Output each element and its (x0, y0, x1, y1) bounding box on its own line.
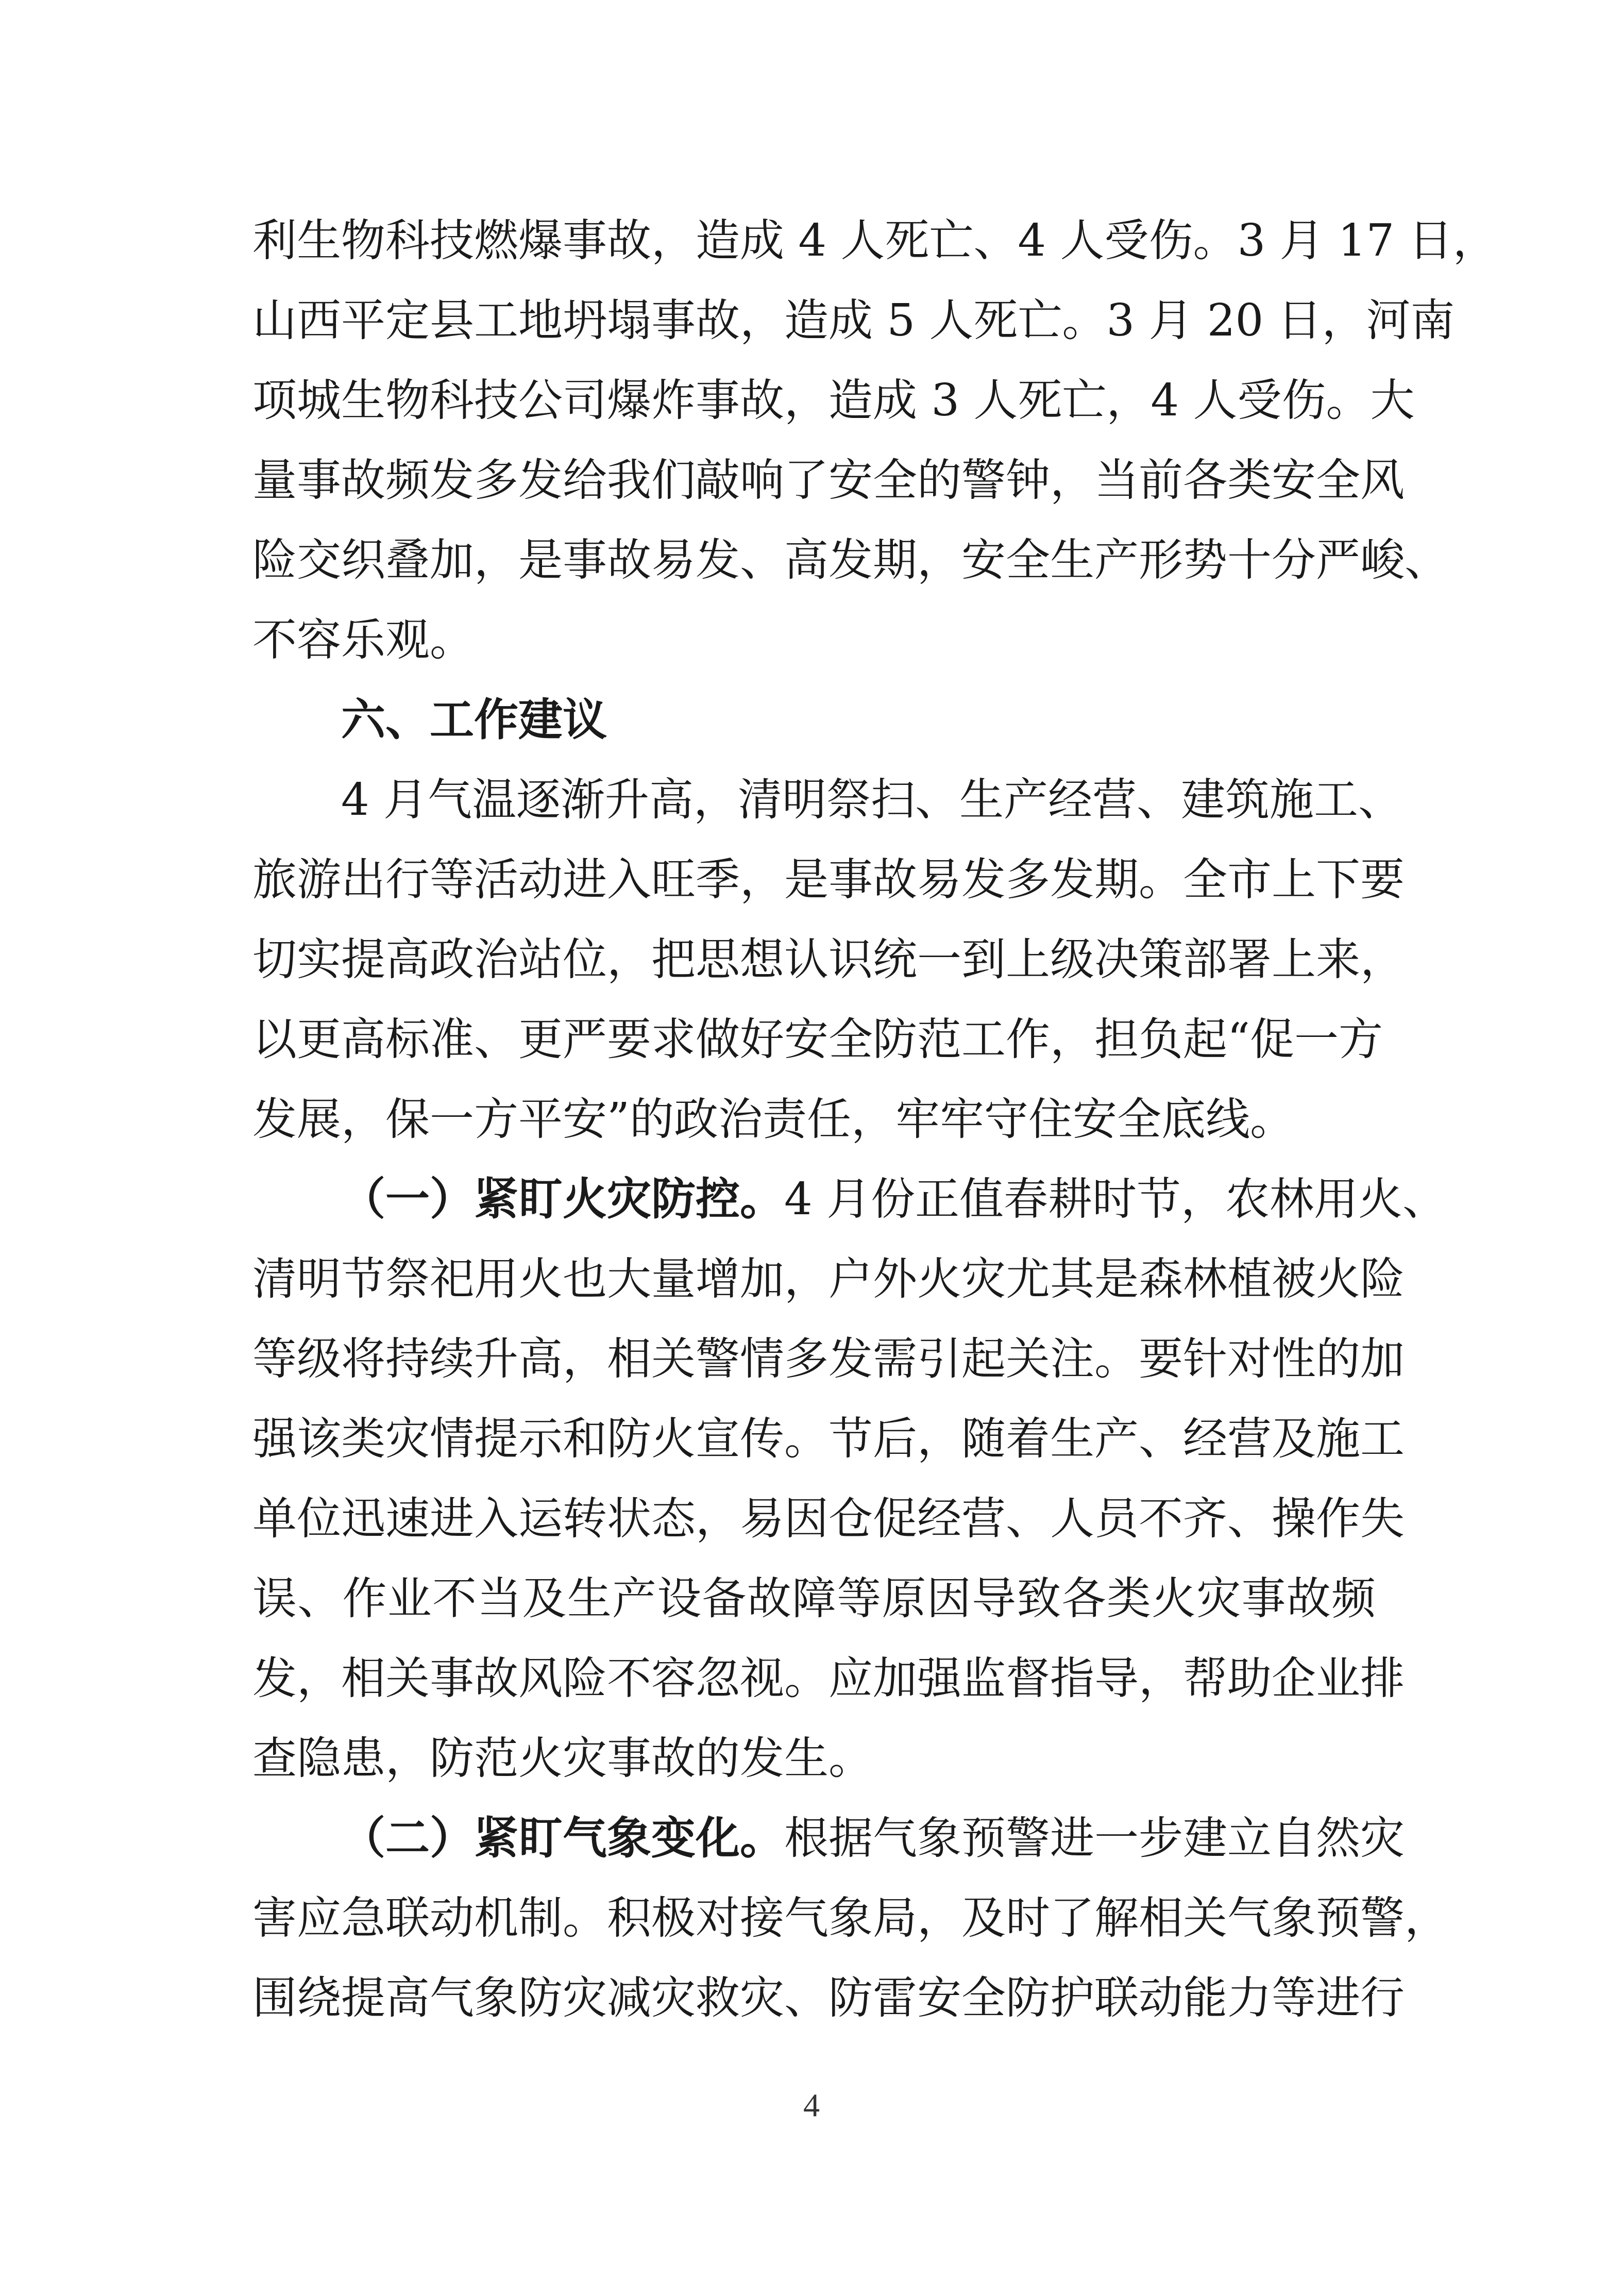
text-line: 量事故频发多发给我们敲响了安全的警钟，当前各类安全风 (252, 455, 1405, 506)
text-line: 4 月气温逐渐升高，清明祭扫、生产经营、建筑施工、 (341, 774, 1403, 826)
text-line: 旅游出行等活动进入旺季，是事故易发多发期。全市上下要 (252, 854, 1405, 906)
text-line: 切实提高政治站位，把思想认识统一到上级决策部署上来， (252, 934, 1405, 985)
paragraph-fire-prevention (252, 1160, 1447, 1799)
text-fragment: 4 月份正值春耕时节，农林用火、 (784, 1174, 1447, 1225)
text-line (252, 1799, 1405, 1879)
text-line (252, 1160, 1447, 1239)
text-line: 害应急联动机制。积极对接气象局，及时了解相关气象预警， (252, 1892, 1449, 1944)
section-heading: 六、工作建议 (341, 694, 607, 746)
text-line: 发展，保一方平安”的政治责任，牢牢守住安全底线。 (252, 1094, 1294, 1145)
paragraph-work-suggestion (252, 760, 1405, 1160)
paragraph-weather-monitoring (252, 1799, 1449, 2038)
text-line: 发，相关事故风险不容忽视。应加强监督指导，帮助企业排 (252, 1653, 1405, 1704)
text-line: 以更高标准、更严要求做好安全防范工作，担负起“促一方 (252, 1014, 1383, 1065)
document-body (252, 201, 1497, 2038)
text-line: 误、作业不当及生产设备故障等原因导致各类火灾事故频 (252, 1573, 1376, 1624)
text-line: 围绕提高气象防灾减灾救灾、防雷安全防护联动能力等进行 (252, 1972, 1405, 2024)
text-line: 利生物科技燃爆事故，造成 4 人死亡、4 人受伤。3 月 17 日， (252, 215, 1497, 266)
text-line: 项城生物科技公司爆炸事故，造成 3 人死亡，4 人受伤。大 (252, 375, 1415, 426)
text-line: 不容乐观。 (252, 614, 474, 666)
text-line: 清明节祭祀用火也大量增加，户外火灾尤其是森林植被火险 (252, 1253, 1405, 1305)
page-number: 4 (803, 2087, 820, 2123)
text-line: 险交织叠加，是事故易发、高发期，安全生产形势十分严峻、 (252, 534, 1449, 586)
text-line: 山西平定县工地坍塌事故，造成 5 人死亡。3 月 20 日，河南 (252, 295, 1455, 346)
paragraph-accident-summary (252, 201, 1497, 680)
item-heading: （一）紧盯火灾防控。 (341, 1174, 784, 1225)
text-line: 单位迅速进入运转状态，易因仓促经营、人员不齐、操作失 (252, 1493, 1405, 1545)
text-fragment: 根据气象预警进一步建立自然灾 (784, 1813, 1405, 1864)
text-line: 等级将持续升高，相关警情多发需引起关注。要针对性的加 (252, 1333, 1405, 1385)
item-heading: （二）紧盯气象变化。 (341, 1813, 784, 1864)
text-line: 强该类灾情提示和防火宣传。节后，随着生产、经营及施工 (252, 1413, 1405, 1465)
text-line: 查隐患，防范火灾事故的发生。 (252, 1733, 873, 1784)
